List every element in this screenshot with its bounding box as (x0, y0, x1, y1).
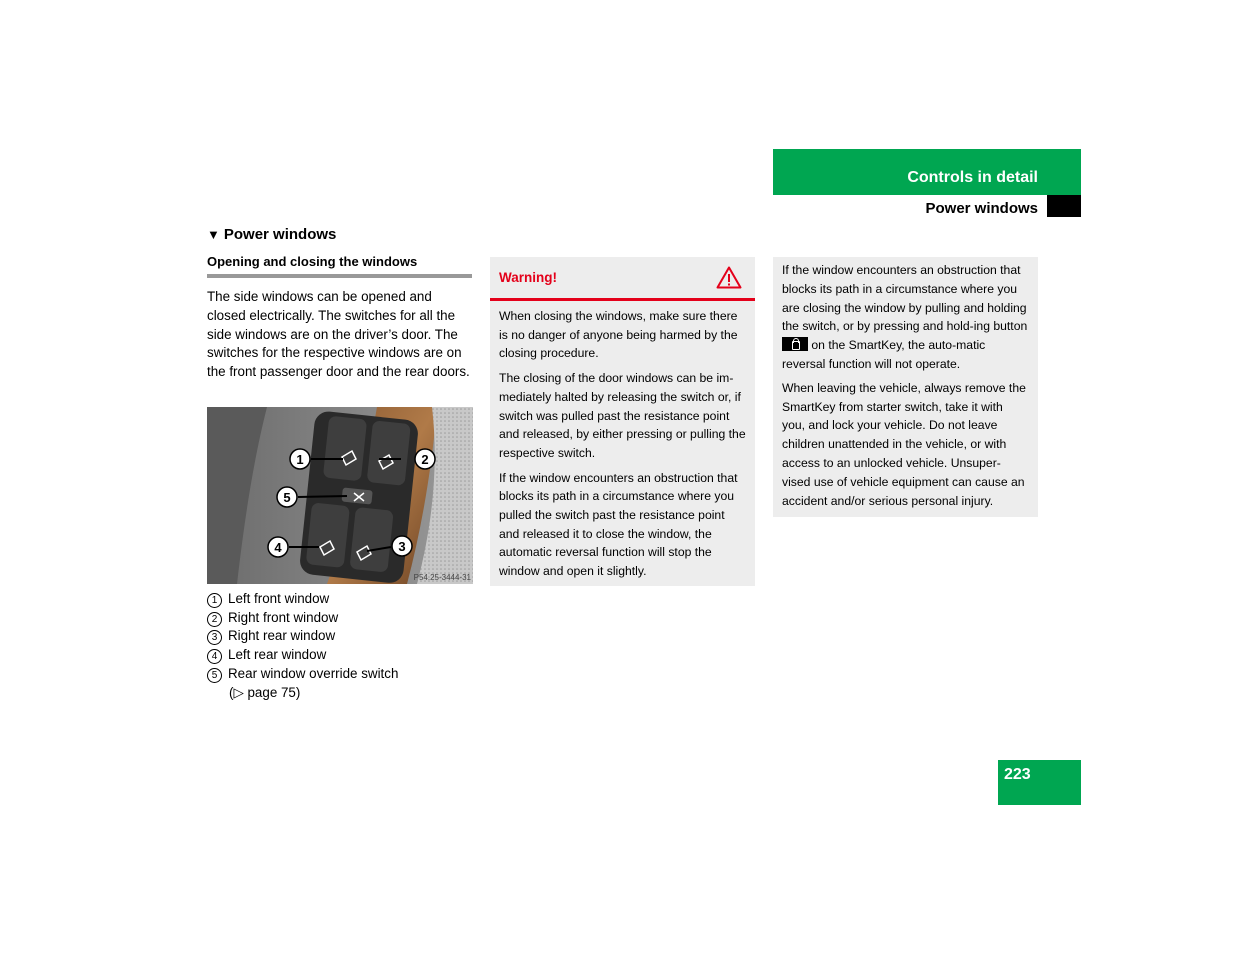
callout-5: 5 (283, 490, 291, 505)
photo-reference-code: P54.25-3444-31 (413, 573, 471, 582)
legend-item (207, 627, 473, 646)
chapter-header (773, 149, 1081, 195)
callout-1: 1 (296, 452, 304, 467)
info-box (773, 257, 1038, 517)
legend-pageref[interactable] (207, 684, 473, 703)
lock-button-icon (782, 337, 808, 351)
page-number: 223 (1004, 766, 1031, 783)
legend-label: Right rear window (228, 628, 336, 644)
legend-item (207, 646, 473, 665)
window-switch-photo (207, 407, 473, 584)
info-body (773, 257, 1038, 510)
legend-list (207, 590, 473, 702)
legend-label: Rear window override switch (228, 665, 399, 681)
section-title: Power windows (925, 200, 1038, 217)
warning-label: Warning! (499, 270, 557, 285)
legend-number: 1 (207, 593, 222, 608)
page-number-box (998, 760, 1081, 805)
info-text: If the window encounters an obstruction that blocks its path in a circumstance where you are closing the window by pulling and holding the switch, or by pressing and hold-ing button (782, 263, 1028, 334)
legend-item (207, 590, 473, 609)
legend-label: Right front window (228, 609, 339, 625)
subheading: Opening and closing the windows (207, 254, 472, 278)
page-reference-link[interactable]: (▷ page 75) (229, 684, 301, 700)
callout-2: 2 (421, 452, 429, 467)
intro-paragraph: The side windows can be opened and closed electrically. The switches for all the side windows are on the driver’s door. The switches for the respective windows are on the front passenger door and the rear doors. (207, 289, 470, 380)
warning-box (490, 257, 755, 586)
warning-header (490, 257, 755, 301)
warning-paragraph: If the window encounters an obstruction that blocks its path in a circumstance where you pulled the switch past the resistance point and released it to close the window, the automatic reversal function will stop the window and open it slightly. (499, 470, 738, 579)
callout-4: 4 (274, 540, 282, 555)
legend-number: 4 (207, 649, 222, 664)
legend-label: Left rear window (228, 647, 327, 663)
legend-number: 3 (207, 630, 222, 645)
warning-body (490, 301, 755, 581)
callout-3: 3 (398, 539, 406, 554)
section-tab-marker (1047, 195, 1081, 217)
legend-label: Left front window (228, 591, 330, 606)
page-heading-text: Power windows (223, 226, 337, 243)
legend-number: 2 (207, 612, 222, 627)
legend-number: 5 (207, 668, 222, 683)
warning-triangle-icon (716, 266, 742, 289)
switch-panel-illustration (207, 407, 473, 584)
info-paragraph (782, 261, 1029, 374)
info-paragraph: When leaving the vehicle, always remove the SmartKey from starter switch, take it with you, and lock your vehicle. Do not leave children unattended in the vehicle, or with access to an unlocked vehicle. Unsuper-vised use of vehicle equipment can cause an accident and/or serious personal injury. (782, 380, 1026, 508)
legend-item (207, 609, 473, 628)
info-text: on the SmartKey, the auto-matic reversal function will not operate. (782, 338, 986, 371)
legend-item (207, 665, 473, 684)
page-heading (207, 226, 336, 243)
warning-paragraph: When closing the windows, make sure there is no danger of anyone being harmed by the closing procedure. (499, 309, 738, 361)
heading-triangle-icon: ▼ (207, 227, 220, 242)
chapter-title: Controls in detail (907, 169, 1038, 186)
warning-paragraph: The closing of the door windows can be im-mediately halted by releasing the switch or, if switch was pulled past the resistance point and released, by either pressing or pulling the respective switch. (499, 371, 746, 460)
